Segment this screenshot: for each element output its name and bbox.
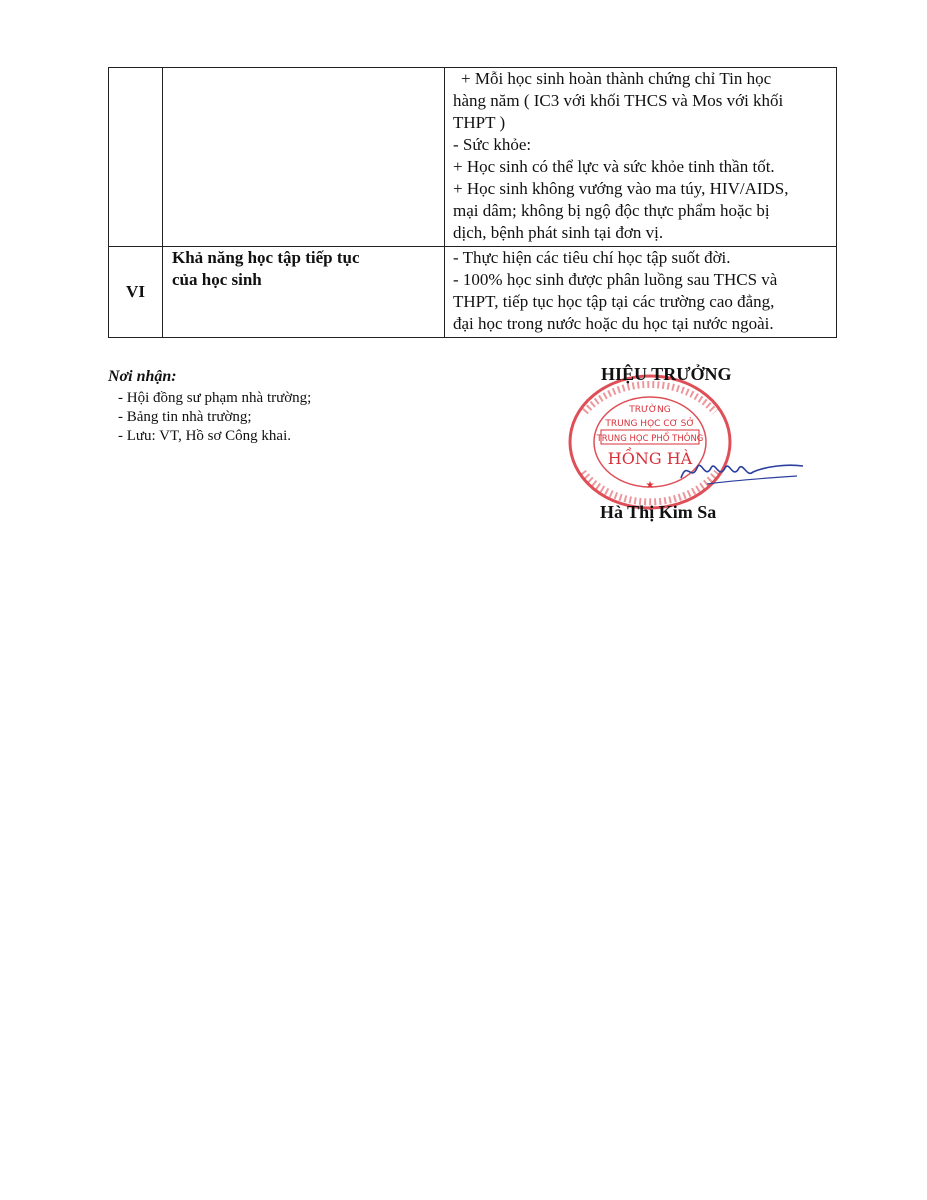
content-line: THPT )	[453, 113, 506, 132]
content-line: + Học sinh không vướng vào ma túy, HIV/AIDS,	[453, 179, 789, 198]
row-number: VI	[109, 247, 163, 338]
report-table	[108, 67, 837, 338]
table-row	[109, 247, 837, 338]
content-line: đại học trong nước hoặc du học tại nước ngoài.	[453, 314, 774, 333]
svg-text:★: ★	[645, 480, 655, 491]
content-line: - Sức khỏe:	[453, 135, 532, 154]
recipients-block	[108, 367, 311, 446]
svg-text:TRƯỜNG: TRƯỜNG	[629, 405, 671, 415]
criterion-cell	[163, 247, 445, 338]
recipient-item: - Lưu: VT, Hồ sơ Công khai.	[118, 428, 291, 444]
signature-title: HIỆU TRƯỞNG	[601, 364, 732, 384]
content-line: - Thực hiện các tiêu chí học tập suốt đời.	[453, 248, 731, 267]
criterion-text: của học sinh	[172, 270, 262, 289]
signature-block	[517, 350, 817, 530]
content-line: + Học sinh có thể lực và sức khỏe tinh thần tốt.	[453, 157, 775, 176]
criterion-text: Khả năng học tập tiếp tục	[172, 248, 360, 267]
content-line: + Mỗi học sinh hoàn thành chứng chỉ Tin học	[461, 69, 772, 88]
table-row	[109, 68, 837, 247]
recipient-item: - Bảng tin nhà trường;	[118, 409, 252, 425]
content-cell	[445, 247, 837, 338]
content-line: dịch, bệnh phát sinh tại đơn vị.	[453, 223, 664, 242]
content-line: mại dâm; không bị ngộ độc thực phẩm hoặc bị	[453, 201, 770, 220]
svg-text:HỒNG HÀ: HỒNG HÀ	[607, 449, 693, 468]
svg-text:TRUNG HỌC CƠ SỞ: TRUNG HỌC CƠ SỞ	[605, 419, 695, 429]
handwritten-signature-icon	[677, 450, 807, 490]
criterion-cell	[163, 68, 445, 247]
content-line: - 100% học sinh được phân luồng sau THCS và	[453, 270, 778, 289]
signer-name: Hà Thị Kim Sa	[600, 502, 717, 522]
content-cell	[445, 68, 837, 247]
recipients-title: Nơi nhận:	[108, 368, 177, 385]
svg-text:TRUNG HỌC PHỔ THÔNG: TRUNG HỌC PHỔ THÔNG	[596, 434, 704, 444]
content-line: hàng năm ( IC3 với khối THCS và Mos với khối	[453, 91, 784, 110]
school-seal-icon	[565, 372, 735, 512]
content-line: THPT, tiếp tục học tập tại các trường cao đẳng,	[453, 292, 775, 311]
number-cell	[109, 68, 163, 247]
recipient-item: - Hội đồng sư phạm nhà trường;	[118, 390, 312, 406]
